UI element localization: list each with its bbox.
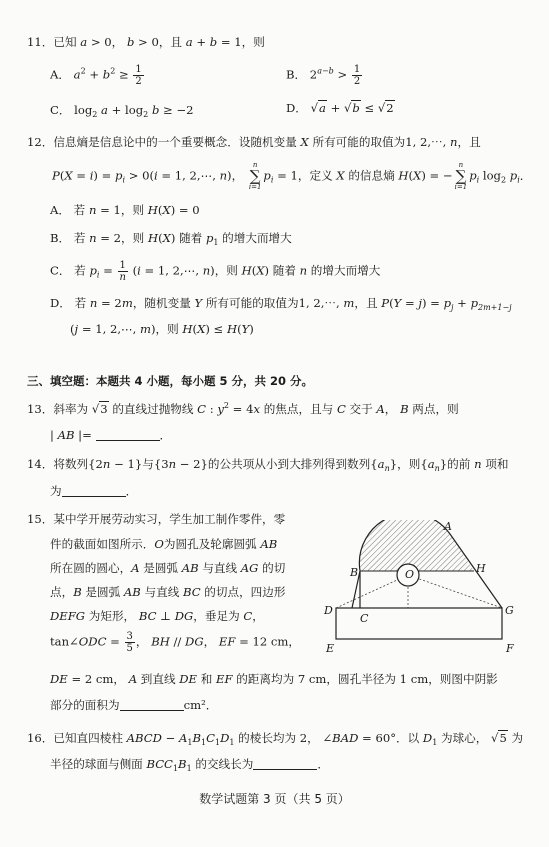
q15-line1: 15．某中学开展劳动实习，学生加工制作零件，零 — [27, 512, 286, 526]
q12-option-d-line1: D． 若 n = 2m，随机变量 Y 所有可能的取值为1, 2,⋯, m，且 $P(Y = j) = p_j + p_{2m+1-j}$ — [50, 296, 512, 312]
label-h: H — [476, 562, 486, 575]
q12-option-a: A． 若 n = 1，则 H(X) = 0 — [50, 203, 200, 217]
q15-line8: 部分的面积为 cm²． — [50, 698, 218, 712]
label-d: D — [324, 604, 333, 617]
q16-line1: 16．已知直四棱柱 ABCD − $A_1B_1C_1D_1$ 的棱长均为 2， ∠BAD = 60°．以 $D_1$ 为球心， √5 为 — [27, 731, 524, 747]
q12-option-c: C． 若 $p_i$ = $\frac{1}{n}$ (i = 1, 2,⋯, n)，则 H(X) 随着 n 的增大而增大 — [50, 260, 381, 283]
q14-line2: 为 ． — [50, 484, 138, 498]
q15-line4: 点，B 是圆弧 AB 与直线 BC 的切点，四边形 — [50, 585, 286, 599]
q11-option-d: D． √a + √b ≤ √2 — [286, 101, 394, 115]
q12-stem-line2: $P(X = i) = p_i > 0(i = 1$, 2,⋯, n)， n ∑ i=1 $p_i = 1$，定义 X 的信息熵 H(X) = − n ∑ i=1 $p_i$ $\log_2 p_i$． — [52, 161, 532, 191]
q11-option-b: B． $2^{a-b}$ > $\frac{1}{2}$ — [286, 64, 361, 87]
label-a: A — [444, 520, 452, 533]
q15-figure — [322, 520, 522, 660]
q15-answer-blank[interactable] — [120, 698, 184, 711]
section-heading: 三、填空题：本题共 4 小题，每小题 5 分，共 20 分。 — [27, 374, 314, 388]
q12-stem-line1: 12．信息熵是信息论中的一个重要概念．设随机变量 X 所有可能的取值为1, 2,⋯, n，且 — [27, 135, 481, 149]
q15-line3: 所在圆的圆心，A 是圆弧 AB 与直线 AG 的切 — [50, 561, 286, 575]
q13-answer-blank[interactable] — [96, 428, 160, 441]
label-e: E — [326, 642, 335, 655]
q15-line7: DE = 2 cm， A 到直线 DE 和 EF 的距离均为 7 cm，圆孔半径为 1 cm，则图中阴影 — [50, 672, 498, 686]
q14-line1: 14．将数列{2n − 1}与{3n − 2}的公共项从小到大排列得到数列$\{a_n\}$，则$\{a_n\}$的前 n 项和 — [27, 457, 509, 473]
label-o: O — [405, 568, 415, 581]
page-footer: 数学试题第 3 页（共 5 页） — [199, 792, 350, 806]
q13-line2: | AB |= ． — [50, 428, 172, 442]
q13-line1: 13．斜率为 √3 的直线过抛物线 C : $y^2 = 4x$ 的焦点，且与 C 交于 A， B 两点，则 — [27, 401, 459, 416]
q16-line2: 半径的球面与侧面 $BCC_1B_1$ 的交线长为 ． — [50, 757, 329, 773]
q15-line5: DEFG 为矩形， BC ⊥ DG，垂足为 C， — [50, 609, 264, 623]
q11-stem: 11．已知 a > 0， b > 0，且 a + b = 1，则 — [27, 35, 265, 49]
q16-answer-blank[interactable] — [253, 757, 317, 770]
q12-option-b: B． 若 n = 2，则 H(X) 随着 $p_1$ 的增大而增大 — [50, 231, 292, 247]
label-b: B — [350, 566, 359, 579]
label-c: C — [360, 612, 369, 625]
label-f: F — [506, 642, 514, 655]
q15-line2: 件的截面如图所示．O为圆孔及轮廓圆弧 AB — [50, 537, 278, 551]
q11-option-c: C． $\log_2 a + \log_2 b \ge -2$ — [50, 103, 194, 119]
q11-option-a: A． $a^2 + b^2$ ≥ $\frac{1}{2}$ — [50, 64, 142, 87]
q15-line6: tan∠ODC = $\frac{3}{5}$ ， BH // DG， EF = 12 cm， — [50, 631, 301, 654]
label-g: G — [505, 604, 514, 617]
shaded-region — [359, 520, 474, 571]
q14-answer-blank[interactable] — [62, 484, 126, 497]
q12-option-d-line2: (j = 1, 2,⋯, m)，则 H(X) ≤ H(Y) — [70, 322, 254, 336]
